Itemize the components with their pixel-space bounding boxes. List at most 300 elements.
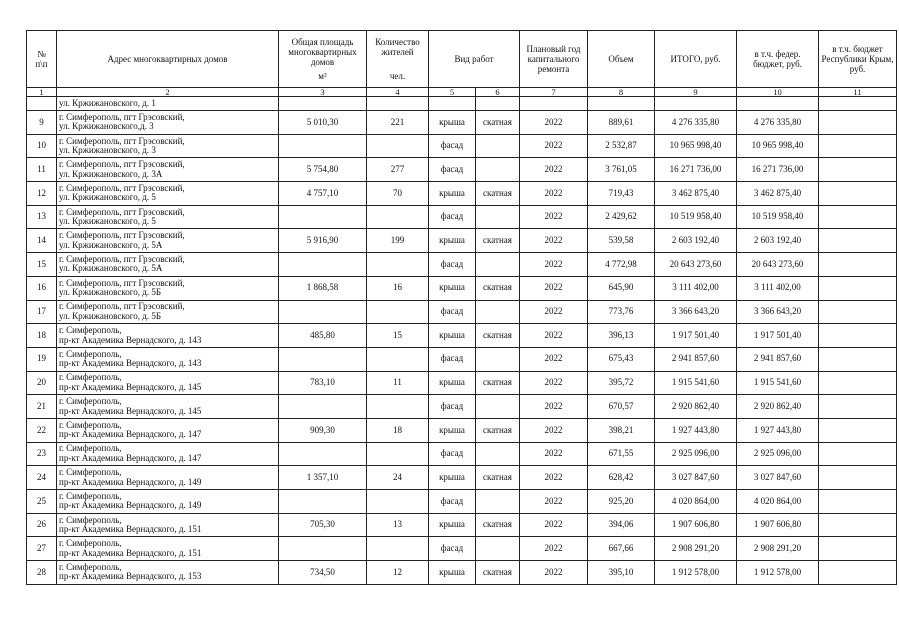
work-type-cell: крыша xyxy=(429,371,476,395)
area-cell: 5 010,30 xyxy=(279,111,367,135)
volume-cell: 3 761,05 xyxy=(588,158,655,182)
residents-cell: 18 xyxy=(367,418,429,442)
year-cell: 2022 xyxy=(520,442,588,466)
federal-budget-cell: 4 276 335,80 xyxy=(737,111,819,135)
header-cell-regional: в т.ч. бюджет Республики Крым, руб. xyxy=(819,31,897,88)
column-number: 8 xyxy=(588,88,655,97)
address-line-1: г. Симферополь, xyxy=(59,467,122,478)
residents-cell xyxy=(367,97,429,111)
regional-budget-cell xyxy=(819,158,897,182)
year-cell xyxy=(520,97,588,111)
row-number: 13 xyxy=(27,205,57,229)
table-row xyxy=(27,205,897,229)
year-cell: 2022 xyxy=(520,371,588,395)
address-line-1: г. Симферополь, xyxy=(59,514,122,525)
regional-budget-cell xyxy=(819,561,897,585)
work-subtype-cell xyxy=(476,158,520,182)
work-subtype-cell xyxy=(476,97,520,111)
federal-budget-cell: 1 927 443,80 xyxy=(737,418,819,442)
row-number: 22 xyxy=(27,418,57,442)
federal-budget-cell: 3 366 643,20 xyxy=(737,300,819,324)
area-cell: 4 757,10 xyxy=(279,182,367,206)
residents-cell: 15 xyxy=(367,324,429,348)
regional-budget-cell xyxy=(819,347,897,371)
federal-budget-cell: 1 915 541,60 xyxy=(737,371,819,395)
address-line-1: г. Симферополь, пгт Грэсовский, xyxy=(59,135,185,146)
federal-budget-cell: 2 925 096,00 xyxy=(737,442,819,466)
header-cell-total: ИТОГО, руб. xyxy=(655,31,737,88)
address-line-1: г. Симферополь, пгт Грэсовский, xyxy=(59,111,185,122)
work-type-cell: крыша xyxy=(429,111,476,135)
work-subtype-cell xyxy=(476,253,520,277)
area-cell: 5 754,80 xyxy=(279,158,367,182)
address-line-1: г. Симферополь, xyxy=(59,396,122,407)
total-cell: 1 907 606,80 xyxy=(655,513,737,537)
total-cell: 3 366 643,20 xyxy=(655,300,737,324)
column-number: 3 xyxy=(279,88,367,97)
year-cell: 2022 xyxy=(520,134,588,158)
area-cell xyxy=(279,253,367,277)
row-number: 19 xyxy=(27,347,57,371)
address-line-1: г. Симферополь, xyxy=(59,561,122,572)
column-number: 1 xyxy=(27,88,57,97)
volume-cell: 670,57 xyxy=(588,395,655,419)
address-cell xyxy=(57,371,279,395)
residents-cell: 11 xyxy=(367,371,429,395)
total-cell: 2 920 862,40 xyxy=(655,395,737,419)
total-cell: 3 462 875,40 xyxy=(655,182,737,206)
address-line-2: ул. Кржижановского, д. 3 xyxy=(59,145,156,156)
address-cell xyxy=(57,513,279,537)
work-type-cell: фасад xyxy=(429,158,476,182)
address-cell xyxy=(57,134,279,158)
volume-cell: 2 429,62 xyxy=(588,205,655,229)
address-cell xyxy=(57,395,279,419)
volume-cell: 2 532,87 xyxy=(588,134,655,158)
work-type-cell: крыша xyxy=(429,276,476,300)
header-cell-area xyxy=(279,31,367,88)
year-cell: 2022 xyxy=(520,324,588,348)
table-row xyxy=(27,442,897,466)
residents-cell xyxy=(367,300,429,324)
address-line-2: пр-кт Академика Вернадского, д. 153 xyxy=(59,571,202,582)
address-cell xyxy=(57,182,279,206)
work-type-cell: крыша xyxy=(429,466,476,490)
work-type-cell: фасад xyxy=(429,395,476,419)
regional-budget-cell xyxy=(819,229,897,253)
table-row xyxy=(27,466,897,490)
federal-budget-cell: 10 965 998,40 xyxy=(737,134,819,158)
table-row xyxy=(27,158,897,182)
volume-cell: 667,66 xyxy=(588,537,655,561)
row-number: 28 xyxy=(27,561,57,585)
work-type-cell: крыша xyxy=(429,324,476,348)
table-row xyxy=(27,537,897,561)
address-cell xyxy=(57,97,279,111)
address-line-2: ул. Кржижановского, д. 5А xyxy=(59,263,163,274)
regional-budget-cell xyxy=(819,300,897,324)
residents-cell xyxy=(367,347,429,371)
year-cell: 2022 xyxy=(520,182,588,206)
volume-cell: 628,42 xyxy=(588,466,655,490)
total-cell: 2 941 857,60 xyxy=(655,347,737,371)
address-line-1: г. Симферополь, xyxy=(59,348,122,359)
row-number xyxy=(27,97,57,111)
residents-cell: 13 xyxy=(367,513,429,537)
table-row xyxy=(27,300,897,324)
row-number: 24 xyxy=(27,466,57,490)
year-cell: 2022 xyxy=(520,205,588,229)
address-line-2: ул. Кржижановского, д. 5 xyxy=(59,216,156,227)
work-type-cell: фасад xyxy=(429,253,476,277)
header-cell-work-type: Вид работ xyxy=(429,31,520,88)
address-line-2: ул. Кржижановского, д. 3А xyxy=(59,168,163,179)
address-line-1: г. Симферополь, xyxy=(59,490,122,501)
address-line-2: пр-кт Академика Вернадского, д. 149 xyxy=(59,476,202,487)
total-cell: 16 271 736,00 xyxy=(655,158,737,182)
work-type-cell: фасад xyxy=(429,537,476,561)
column-number: 2 xyxy=(57,88,279,97)
volume-cell: 889,61 xyxy=(588,111,655,135)
work-type-cell: крыша xyxy=(429,418,476,442)
residents-cell xyxy=(367,442,429,466)
residents-cell: 16 xyxy=(367,276,429,300)
regional-budget-cell xyxy=(819,395,897,419)
volume-cell: 4 772,98 xyxy=(588,253,655,277)
volume-cell: 394,06 xyxy=(588,513,655,537)
column-number: 4 xyxy=(367,88,429,97)
address-line-2: пр-кт Академика Вернадского, д. 145 xyxy=(59,405,202,416)
year-cell: 2022 xyxy=(520,158,588,182)
volume-cell: 645,90 xyxy=(588,276,655,300)
address-cell xyxy=(57,300,279,324)
area-cell xyxy=(279,347,367,371)
area-cell xyxy=(279,537,367,561)
address-cell xyxy=(57,158,279,182)
year-cell: 2022 xyxy=(520,513,588,537)
year-cell: 2022 xyxy=(520,276,588,300)
column-number: 6 xyxy=(476,88,520,97)
table-row xyxy=(27,182,897,206)
total-cell: 20 643 273,60 xyxy=(655,253,737,277)
federal-budget-cell: 1 912 578,00 xyxy=(737,561,819,585)
address-line-2: пр-кт Академика Вернадского, д. 145 xyxy=(59,381,202,392)
work-subtype-cell: скатная xyxy=(476,229,520,253)
total-cell xyxy=(655,97,737,111)
table-row xyxy=(27,347,897,371)
volume-cell: 925,20 xyxy=(588,490,655,514)
work-subtype-cell xyxy=(476,347,520,371)
header-area-label: Общая площадь многоквартирных домов xyxy=(288,37,357,67)
header-cell-no: № п\п xyxy=(27,31,57,88)
area-cell: 1 868,58 xyxy=(279,276,367,300)
volume-cell: 398,21 xyxy=(588,418,655,442)
residents-cell: 221 xyxy=(367,111,429,135)
regional-budget-cell xyxy=(819,253,897,277)
address-line-2: пр-кт Академика Вернадского, д. 143 xyxy=(59,334,202,345)
year-cell: 2022 xyxy=(520,395,588,419)
work-type-cell: фасад xyxy=(429,205,476,229)
column-number: 7 xyxy=(520,88,588,97)
year-cell: 2022 xyxy=(520,253,588,277)
repair-plan-table xyxy=(26,30,897,585)
federal-budget-cell: 3 462 875,40 xyxy=(737,182,819,206)
address-line-1: г. Симферополь, пгт Грэсовский, xyxy=(59,182,185,193)
area-cell xyxy=(279,300,367,324)
table-row xyxy=(27,513,897,537)
address-cell xyxy=(57,418,279,442)
area-cell xyxy=(279,442,367,466)
residents-cell: 277 xyxy=(367,158,429,182)
federal-budget-cell: 2 941 857,60 xyxy=(737,347,819,371)
regional-budget-cell xyxy=(819,418,897,442)
address-line-2: пр-кт Академика Вернадского, д. 149 xyxy=(59,500,202,511)
table-row xyxy=(27,395,897,419)
row-number: 17 xyxy=(27,300,57,324)
federal-budget-cell: 2 908 291,20 xyxy=(737,537,819,561)
address-line-1: г. Симферополь, пгт Грэсовский, xyxy=(59,206,185,217)
area-cell xyxy=(279,97,367,111)
work-subtype-cell: скатная xyxy=(476,182,520,206)
table-row xyxy=(27,371,897,395)
work-subtype-cell: скатная xyxy=(476,371,520,395)
column-number: 5 xyxy=(429,88,476,97)
address-line-2: ул. Кржижановского, д. 5Б xyxy=(59,310,161,321)
address-cell xyxy=(57,347,279,371)
row-number: 11 xyxy=(27,158,57,182)
row-number: 12 xyxy=(27,182,57,206)
row-number: 27 xyxy=(27,537,57,561)
year-cell: 2022 xyxy=(520,466,588,490)
total-cell: 1 915 541,60 xyxy=(655,371,737,395)
federal-budget-cell: 16 271 736,00 xyxy=(737,158,819,182)
area-cell: 783,10 xyxy=(279,371,367,395)
year-cell: 2022 xyxy=(520,347,588,371)
volume-cell: 671,55 xyxy=(588,442,655,466)
volume-cell: 675,43 xyxy=(588,347,655,371)
regional-budget-cell xyxy=(819,371,897,395)
header-cell-address: Адрес многоквартирных домов xyxy=(57,31,279,88)
volume-cell: 773,76 xyxy=(588,300,655,324)
row-number: 15 xyxy=(27,253,57,277)
row-number: 26 xyxy=(27,513,57,537)
year-cell: 2022 xyxy=(520,561,588,585)
address-line-1: г. Симферополь, xyxy=(59,419,122,430)
residents-cell: 12 xyxy=(367,561,429,585)
area-cell: 705,30 xyxy=(279,513,367,537)
volume-cell xyxy=(588,97,655,111)
area-cell: 909,30 xyxy=(279,418,367,442)
address-cell xyxy=(57,490,279,514)
area-cell: 1 357,10 xyxy=(279,466,367,490)
regional-budget-cell xyxy=(819,97,897,111)
address-line-1: г. Симферополь, пгт Грэсовский, xyxy=(59,230,185,241)
address-line-2: пр-кт Академика Вернадского, д. 151 xyxy=(59,547,202,558)
work-type-cell: фасад xyxy=(429,490,476,514)
address-line-1: г. Симферополь, пгт Грэсовский, xyxy=(59,277,185,288)
column-number: 11 xyxy=(819,88,897,97)
row-number: 9 xyxy=(27,111,57,135)
address-cell xyxy=(57,205,279,229)
volume-cell: 395,72 xyxy=(588,371,655,395)
address-line-2: ул. Кржижановского, д. 5Б xyxy=(59,287,161,298)
work-type-cell: крыша xyxy=(429,229,476,253)
area-cell xyxy=(279,134,367,158)
year-cell: 2022 xyxy=(520,537,588,561)
header-cell-volume: Объем xyxy=(588,31,655,88)
address-line-2: пр-кт Академика Вернадского, д. 143 xyxy=(59,358,202,369)
total-cell: 10 965 998,40 xyxy=(655,134,737,158)
residents-cell: 199 xyxy=(367,229,429,253)
column-number: 10 xyxy=(737,88,819,97)
column-number: 9 xyxy=(655,88,737,97)
address-line-2: пр-кт Академика Вернадского, д. 151 xyxy=(59,524,202,535)
table-row xyxy=(27,134,897,158)
row-number: 23 xyxy=(27,442,57,466)
address-line-1: ул. Кржижановского, д. 1 xyxy=(59,97,156,108)
column-number-row xyxy=(27,88,897,97)
federal-budget-cell: 3 111 402,00 xyxy=(737,276,819,300)
address-cell xyxy=(57,442,279,466)
address-line-1: г. Симферополь, xyxy=(59,325,122,336)
table-row xyxy=(27,418,897,442)
work-subtype-cell xyxy=(476,205,520,229)
work-subtype-cell xyxy=(476,537,520,561)
total-cell: 3 027 847,60 xyxy=(655,466,737,490)
federal-budget-cell: 2 920 862,40 xyxy=(737,395,819,419)
residents-cell xyxy=(367,205,429,229)
address-line-1: г. Симферополь, xyxy=(59,538,122,549)
federal-budget-cell: 4 020 864,00 xyxy=(737,490,819,514)
work-subtype-cell xyxy=(476,300,520,324)
table-row xyxy=(27,490,897,514)
table-row xyxy=(27,97,897,111)
regional-budget-cell xyxy=(819,324,897,348)
table-row xyxy=(27,111,897,135)
federal-budget-cell: 10 519 958,40 xyxy=(737,205,819,229)
address-cell xyxy=(57,324,279,348)
work-subtype-cell: скатная xyxy=(476,513,520,537)
work-type-cell: фасад xyxy=(429,134,476,158)
address-line-2: ул. Кржижановского, д. 5А xyxy=(59,239,163,250)
address-line-2: ул. Кржижановского, д. 5 xyxy=(59,192,156,203)
row-number: 21 xyxy=(27,395,57,419)
header-area-unit: м² xyxy=(318,71,327,81)
total-cell: 3 111 402,00 xyxy=(655,276,737,300)
address-cell xyxy=(57,466,279,490)
header-residents-unit: чел. xyxy=(389,71,406,81)
work-subtype-cell xyxy=(476,490,520,514)
row-number: 10 xyxy=(27,134,57,158)
residents-cell: 24 xyxy=(367,466,429,490)
total-cell: 4 276 335,80 xyxy=(655,111,737,135)
address-cell xyxy=(57,229,279,253)
work-subtype-cell: скатная xyxy=(476,561,520,585)
work-subtype-cell: скатная xyxy=(476,111,520,135)
regional-budget-cell xyxy=(819,466,897,490)
regional-budget-cell xyxy=(819,442,897,466)
total-cell: 2 908 291,20 xyxy=(655,537,737,561)
address-line-1: г. Симферополь, пгт Грэсовский, xyxy=(59,301,185,312)
table-row xyxy=(27,561,897,585)
work-subtype-cell: скатная xyxy=(476,324,520,348)
year-cell: 2022 xyxy=(520,229,588,253)
residents-cell xyxy=(367,490,429,514)
address-line-1: г. Симферополь, xyxy=(59,372,122,383)
address-cell xyxy=(57,561,279,585)
total-cell: 2 925 096,00 xyxy=(655,442,737,466)
address-cell xyxy=(57,537,279,561)
regional-budget-cell xyxy=(819,490,897,514)
total-cell: 4 020 864,00 xyxy=(655,490,737,514)
address-cell xyxy=(57,253,279,277)
address-cell xyxy=(57,111,279,135)
address-line-1: г. Симферополь, пгт Грэсовский, xyxy=(59,253,185,264)
address-line-1: г. Симферополь, пгт Грэсовский, xyxy=(59,159,185,170)
table-row xyxy=(27,276,897,300)
regional-budget-cell xyxy=(819,182,897,206)
header-cell-residents xyxy=(367,31,429,88)
year-cell: 2022 xyxy=(520,490,588,514)
area-cell: 5 916,90 xyxy=(279,229,367,253)
year-cell: 2022 xyxy=(520,111,588,135)
regional-budget-cell xyxy=(819,276,897,300)
residents-cell xyxy=(367,537,429,561)
table-body xyxy=(27,97,897,585)
work-type-cell: фасад xyxy=(429,442,476,466)
row-number: 14 xyxy=(27,229,57,253)
work-type-cell: крыша xyxy=(429,182,476,206)
federal-budget-cell: 1 917 501,40 xyxy=(737,324,819,348)
federal-budget-cell xyxy=(737,97,819,111)
regional-budget-cell xyxy=(819,205,897,229)
volume-cell: 395,10 xyxy=(588,561,655,585)
address-line-2: пр-кт Академика Вернадского, д. 147 xyxy=(59,429,202,440)
federal-budget-cell: 1 907 606,80 xyxy=(737,513,819,537)
address-cell xyxy=(57,276,279,300)
total-cell: 1 917 501,40 xyxy=(655,324,737,348)
address-line-2: ул. Кржижановского,д. 3 xyxy=(59,121,154,132)
work-subtype-cell xyxy=(476,134,520,158)
year-cell: 2022 xyxy=(520,418,588,442)
work-type-cell: крыша xyxy=(429,561,476,585)
residents-cell xyxy=(367,253,429,277)
row-number: 18 xyxy=(27,324,57,348)
volume-cell: 396,13 xyxy=(588,324,655,348)
work-type-cell xyxy=(429,97,476,111)
volume-cell: 719,43 xyxy=(588,182,655,206)
work-subtype-cell: скатная xyxy=(476,276,520,300)
volume-cell: 539,58 xyxy=(588,229,655,253)
row-number: 20 xyxy=(27,371,57,395)
table-header xyxy=(27,31,897,97)
header-residents-label: Количество жителей xyxy=(375,37,420,57)
row-number: 25 xyxy=(27,490,57,514)
table-row xyxy=(27,253,897,277)
table-row xyxy=(27,229,897,253)
total-cell: 1 927 443,80 xyxy=(655,418,737,442)
work-type-cell: фасад xyxy=(429,300,476,324)
area-cell xyxy=(279,205,367,229)
header-cell-year: Плановый год капитального ремонта xyxy=(520,31,588,88)
federal-budget-cell: 2 603 192,40 xyxy=(737,229,819,253)
residents-cell xyxy=(367,395,429,419)
work-subtype-cell: скатная xyxy=(476,418,520,442)
total-cell: 2 603 192,40 xyxy=(655,229,737,253)
total-cell: 1 912 578,00 xyxy=(655,561,737,585)
federal-budget-cell: 3 027 847,60 xyxy=(737,466,819,490)
regional-budget-cell xyxy=(819,513,897,537)
